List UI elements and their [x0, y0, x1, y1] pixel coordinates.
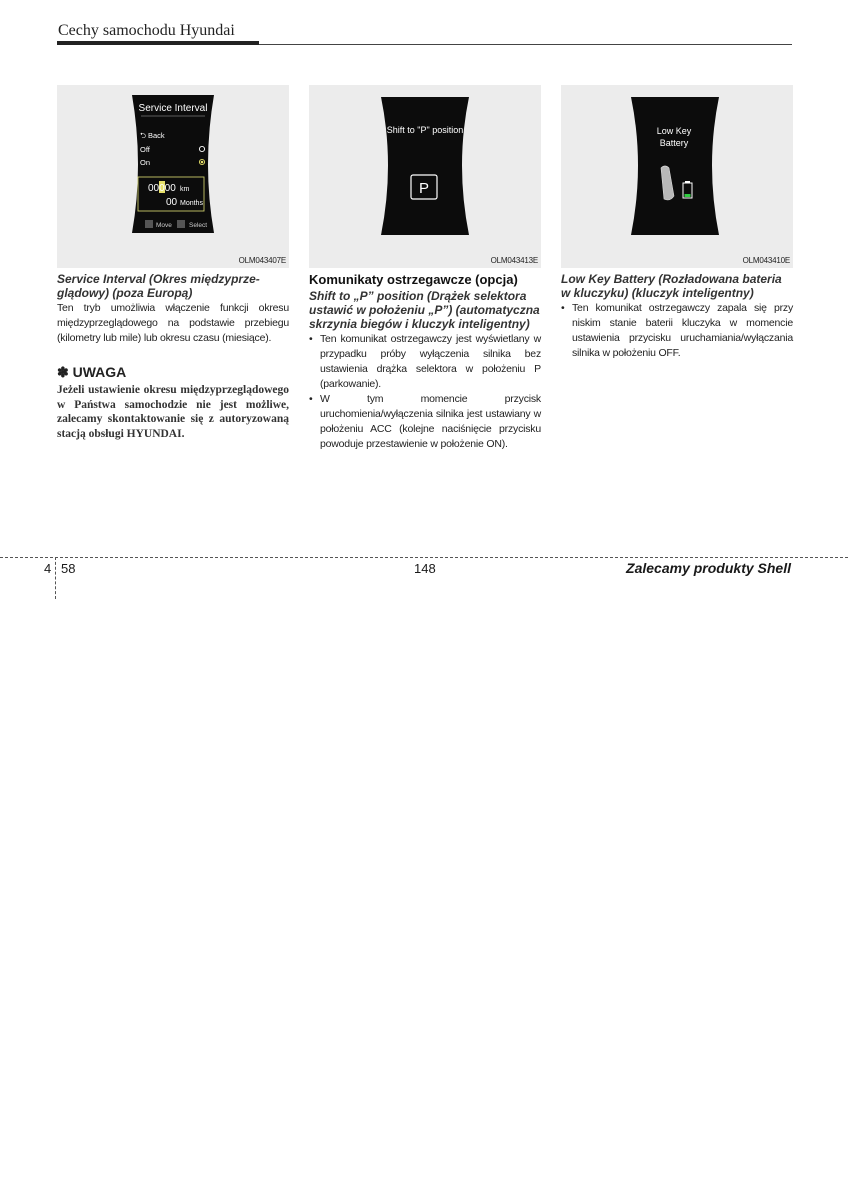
km-unit: km [180, 186, 190, 193]
message-line-2: Battery [659, 138, 689, 148]
figure-shift-to-p [309, 85, 541, 268]
back-arrow-icon: ⮌ [140, 131, 147, 140]
footer-vertical-dash [55, 557, 56, 599]
shift-message: Shift to "P" position [386, 125, 464, 135]
low-key-battery-heading: Low Key Battery (Rozładowana bateria w kluczyku) (kluczyk inteligentny) [561, 272, 782, 300]
running-header-title: Cechy samochodu Hyundai [58, 22, 235, 39]
footer-section-number: 4 [44, 561, 52, 576]
service-interval-display [57, 85, 289, 250]
warning-messages-heading: Komunikaty ostrzegawcze (opcja) [309, 272, 518, 287]
shift-to-p-heading: Shift to „P” position (Drążek selektora ustawić w położeniu „P”) (automatyczna skrzynia biegów i kluczyk inteligentny) [309, 289, 540, 331]
low-key-battery-display [561, 85, 793, 250]
months-unit: Months [180, 200, 203, 207]
header-rule-thin [259, 44, 792, 45]
list-item: • Ten komunikat ostrzegawczy zapala się przy niskim stanie baterii kluczyka w momencie ustawienia przycisku uruchamiania/wyłączania silnika w położeniu OFF. [561, 301, 793, 361]
note-heading: ✽ UWAGA [57, 364, 127, 380]
footer-pdf-page: 148 [414, 561, 436, 576]
figure-service-interval [57, 85, 289, 268]
option-off: Off [140, 145, 150, 154]
column-warning-messages [309, 272, 541, 452]
km-value: 00000 [148, 183, 176, 194]
figure-low-key-battery [561, 85, 793, 268]
footer-brand-note: Zalecamy produkty Shell [626, 560, 791, 576]
list-item: • W tym momencie przycisk uruchomienia/wyłączenia silnika jest ustawiany w położeniu ACC (kolejne naciśnięcie przycisku powoduje przestawienie w położenie ON). [309, 392, 541, 452]
select-key-icon [177, 220, 185, 228]
message-line-1: Low Key [656, 126, 692, 136]
display-frame [381, 97, 469, 235]
column-low-key-battery [561, 272, 793, 361]
radio-on-dot [201, 161, 204, 164]
months-value: 00 [166, 197, 178, 208]
footer-page-number: 58 [61, 561, 76, 576]
service-interval-heading: Service Interval (Okres międzyprze-glądowy) (poza Europą) [57, 272, 260, 300]
column-service-interval [57, 272, 289, 441]
low-key-battery-list [561, 301, 793, 361]
shift-to-p-display [309, 85, 541, 250]
gear-letter: P [418, 180, 430, 197]
battery-level [685, 194, 691, 197]
option-back: Back [148, 131, 165, 140]
display-frame [631, 97, 719, 235]
footer-dashed-rule [0, 557, 848, 558]
figure-code: OLM043413E [490, 256, 538, 265]
option-on: On [140, 158, 151, 167]
figure-code: OLM043410E [742, 256, 790, 265]
service-interval-body: Ten tryb umożliwia włączenie funkcji okresu międzyprzeglądowego na podstawie przebiegu (kilometry lub mile) lub okresu czasu (miesiące). [57, 302, 289, 344]
battery-terminal [685, 181, 690, 183]
list-item: • Ten komunikat ostrzegawczy jest wyświetlany w przypadku próby wyłączenia silnika bez ustawienia drążka selektora w położeniu P (parkowanie). [309, 332, 541, 392]
note-body: Jeżeli ustawienie okresu międzyprzeglądowego w Państwa samochodzie nie jest możliwe, zalecamy skontaktowanie się z autoryzowaną stacją obsługi HYUNDAI. [57, 384, 289, 440]
move-key-icon [145, 220, 153, 228]
select-label: Select [189, 222, 208, 229]
screen-title: Service Interval [138, 103, 208, 114]
header-rule-thick [57, 41, 259, 45]
figure-code: OLM043407E [238, 256, 286, 265]
move-label: Move [156, 222, 172, 229]
shift-to-p-list [309, 332, 541, 452]
